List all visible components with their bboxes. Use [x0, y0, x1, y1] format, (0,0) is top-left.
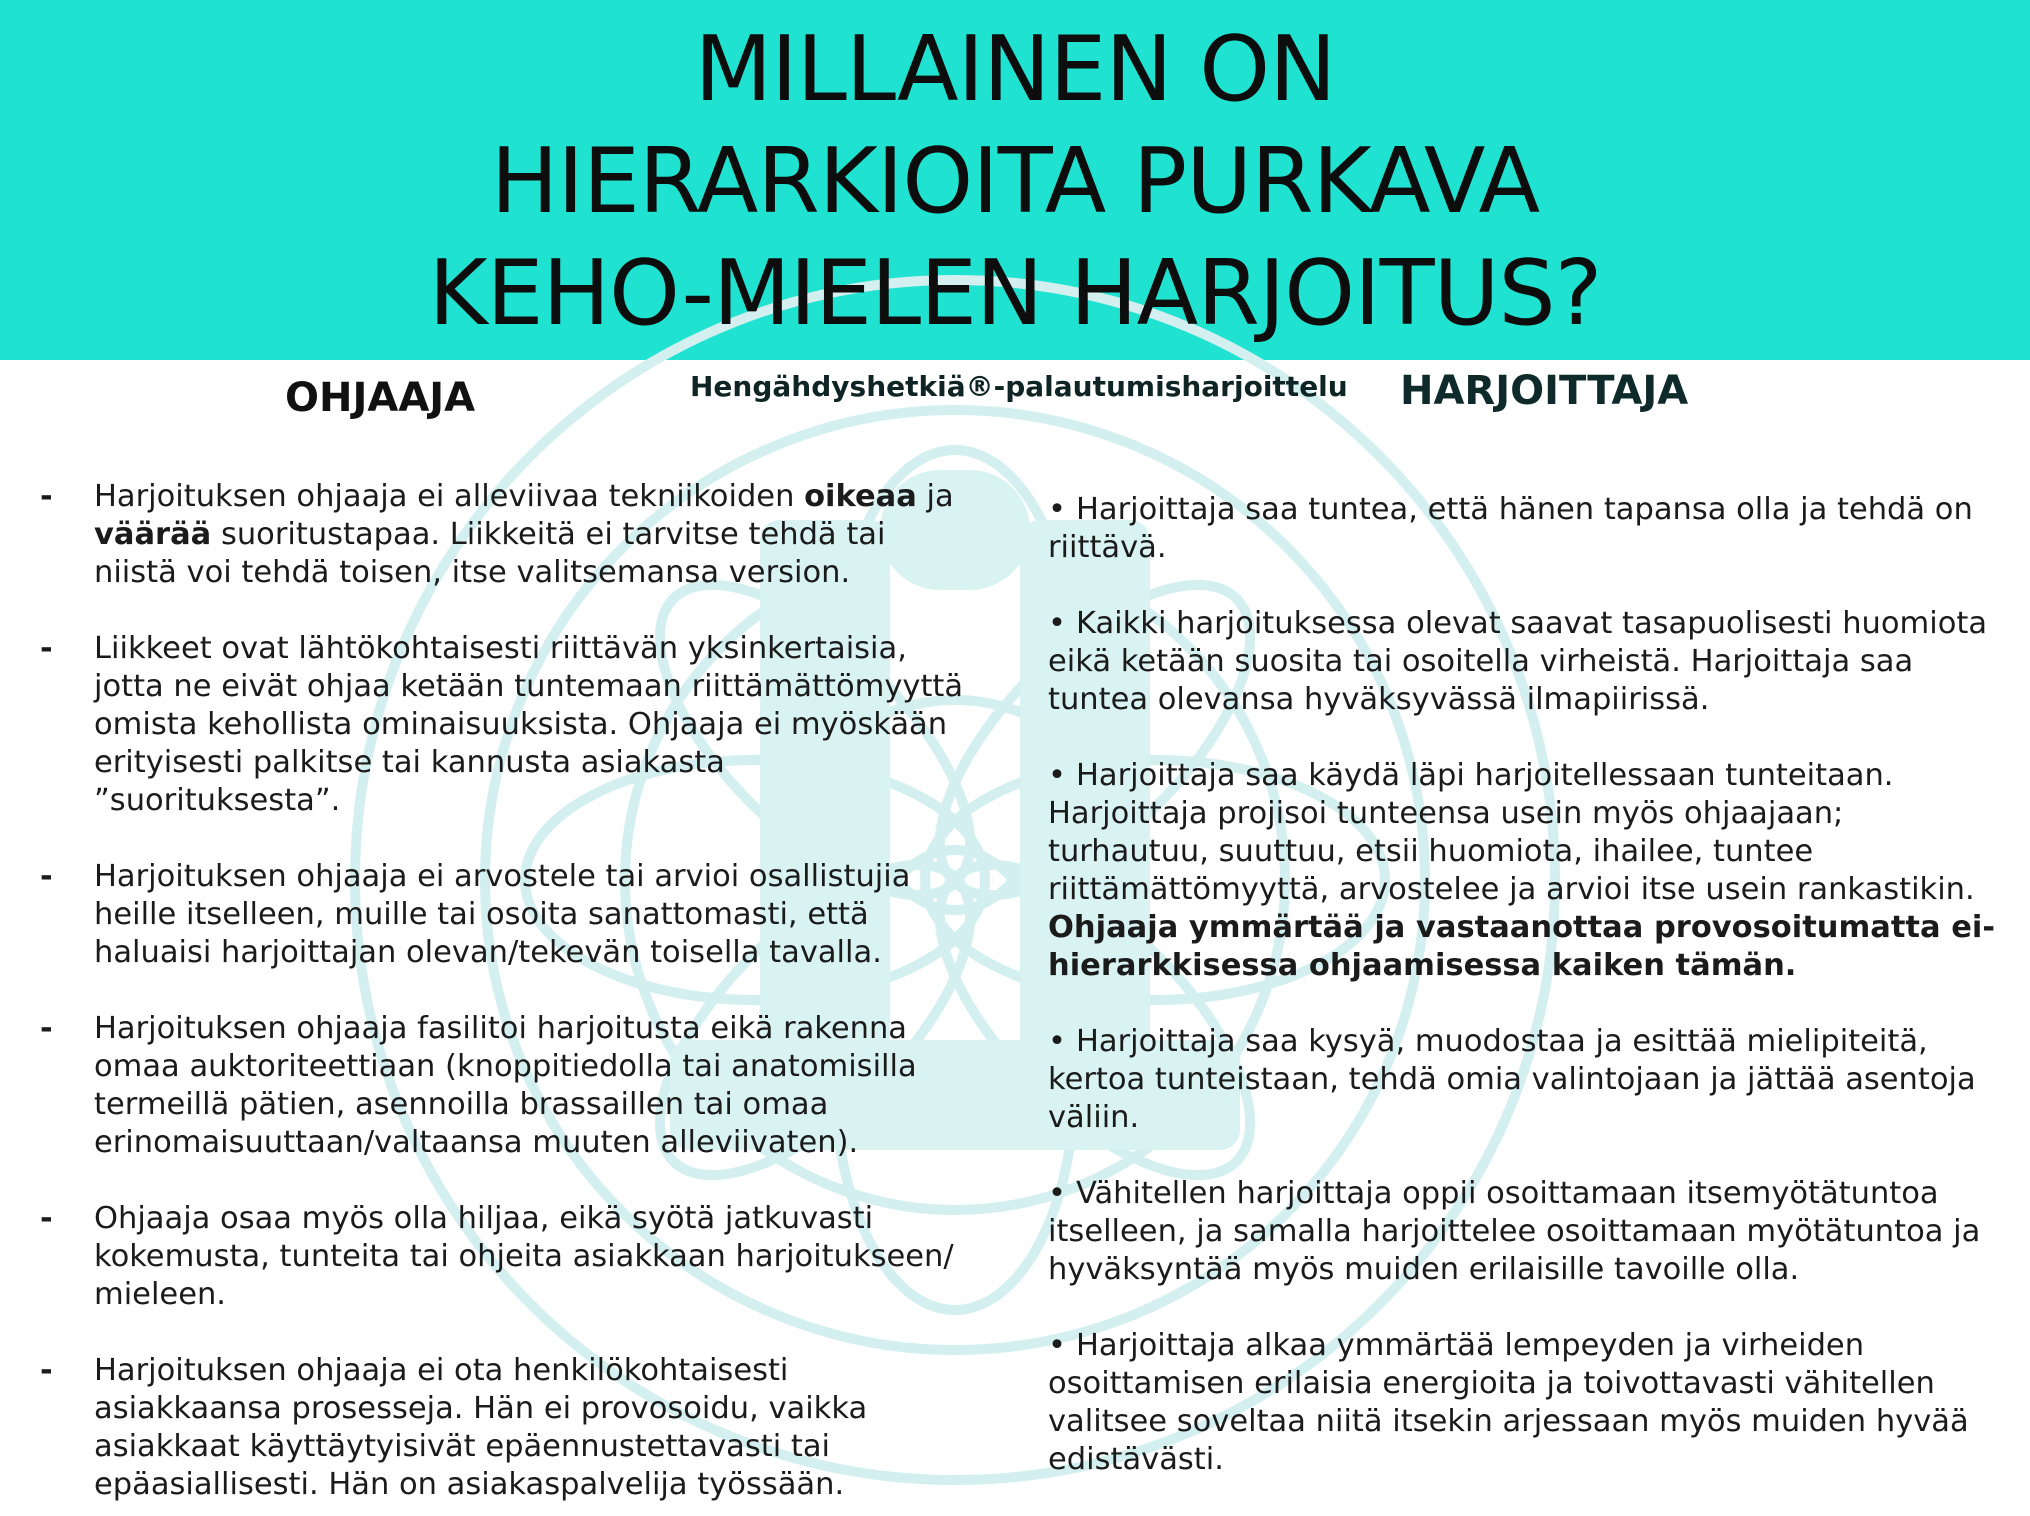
- bullet-marker: •: [1048, 1023, 1066, 1059]
- list-item: [1048, 605, 1998, 719]
- list-item: [1048, 1175, 1998, 1289]
- list-item: [40, 478, 970, 592]
- harjoittaja-heading: HARJOITTAJA: [1400, 368, 1689, 414]
- list-item: [40, 1200, 970, 1314]
- dash-marker: -: [40, 1201, 53, 1236]
- ohjaaja-list: [40, 478, 970, 1516]
- bullet-marker: •: [1048, 605, 1066, 641]
- emphasis-oikeaa: oikeaa: [804, 479, 917, 514]
- item-text: Harjoituksen ohjaaja ei ota henkilökohtaisesti asiakkaansa prosesseja. Hän ei provosoidu, vaikka asiakkaat käyttäytyisivät epäennustettavasti tai epäasiallisesti. Hän on asiakaspalvelija työssään.: [94, 1353, 868, 1502]
- list-item: [40, 858, 970, 972]
- ohjaaja-heading: OHJAAJA: [285, 375, 476, 421]
- item-text: ja: [916, 479, 954, 514]
- item-text: Harjoittaja saa kysyä, muodostaa ja esittää mielipiteitä, kertoa tunteistaan, tehdä omia valintojaan ja jättää asentoja väliin.: [1048, 1023, 1976, 1135]
- bullet-marker: •: [1048, 1175, 1066, 1211]
- harjoittaja-list: [1048, 460, 1998, 1516]
- item-text: Vähitellen harjoittaja oppii osoittamaan itsemyötätuntoa itselleen, ja samalla harjoittelee osoittamaan myötätuntoa ja hyväksyntää myös muiden erilaisille tavoille olla.: [1048, 1175, 1981, 1287]
- list-item: [1048, 491, 1998, 567]
- item-text: Harjoittaja saa käydä läpi harjoitellessaan tunteitaan. Harjoittaja projisoi tunteensa usein myös ohjaajaan; turhautuu, suuttuu, etsii huomiota, ihailee, tuntee riittämättömyyttä, arvostelee ja arvioi itse usein rankastikin.: [1048, 757, 1975, 907]
- list-item: [40, 1352, 970, 1504]
- item-text: Harjoittaja alkaa ymmärtää lempeyden ja virheiden osoittamisen erilaisia energioita ja toivottavasti vähitellen valitsee soveltaa niitä itsekin arjessaan myös muiden hyvää edistävästi.: [1048, 1327, 1969, 1477]
- list-item: [40, 1010, 970, 1162]
- item-text: Liikkeet ovat lähtökohtaisesti riittävän yksinkertaisia, jotta ne eivät ohjaa ketään tuntemaan riittämättömyyttä omista kehollista ominaisuuksista. Ohjaaja ei myöskään erityisesti palkitse tai kannusta asiakasta ”suorituksesta”.: [94, 631, 964, 818]
- page-title: [0, 14, 2030, 350]
- emphasis-vaaraa: väärää: [94, 517, 212, 552]
- list-item: [40, 630, 970, 820]
- dash-marker: -: [40, 1011, 53, 1046]
- program-subtitle: Hengähdyshetkiä®-palautumisharjoittelu: [690, 370, 1348, 403]
- title-line-1: MILLAINEN ON: [694, 17, 1336, 122]
- item-text: Harjoituksen ohjaaja ei alleviivaa tekniikoiden: [94, 479, 805, 514]
- item-text: Harjoittaja saa tuntea, että hänen tapansa olla ja tehdä on riittävä.: [1048, 491, 1973, 565]
- item-text: suoritustapaa. Liikkeitä ei tarvitse tehdä tai niistä voi tehdä toisen, itse valitsemansa version.: [94, 517, 886, 590]
- item-text: Ohjaaja osaa myös olla hiljaa, eikä syötä jatkuvasti kokemusta, tunteita tai ohjeita asiakkaan harjoitukseen/ mieleen.: [94, 1201, 954, 1312]
- dash-marker: -: [40, 1353, 53, 1388]
- title-line-3: KEHO-MIELEN HARJOITUS?: [428, 241, 1602, 346]
- bullet-marker: •: [1048, 1327, 1066, 1363]
- dash-marker: -: [40, 859, 53, 894]
- item-text: Kaikki harjoituksessa olevat saavat tasapuolisesti huomiota eikä ketään suosita tai osoitella virheistä. Harjoittaja saa tuntea olevansa hyväksyvässä ilmapiirissä.: [1048, 605, 1988, 717]
- dash-marker: -: [40, 479, 53, 514]
- item-emphasis: Ohjaaja ymmärtää ja vastaanottaa provosoitumatta ei-hierarkkisessa ohjaamisessa kaiken tämän.: [1048, 909, 1996, 983]
- bullet-marker: •: [1048, 491, 1066, 527]
- title-line-2: HIERARKIOITA PURKAVA: [490, 129, 1540, 234]
- list-item: [1048, 1023, 1998, 1137]
- item-text: Harjoituksen ohjaaja ei arvostele tai arvioi osallistujia heille itselleen, muille tai osoita sanattomasti, että haluaisi harjoittajan olevan/tekevän toisella tavalla.: [94, 859, 911, 970]
- list-item: [1048, 757, 1998, 985]
- dash-marker: -: [40, 631, 53, 666]
- list-item: [1048, 1327, 1998, 1479]
- bullet-marker: •: [1048, 757, 1066, 793]
- item-text: Harjoituksen ohjaaja fasilitoi harjoitusta eikä rakenna omaa auktoriteettiaan (knoppitiedolla tai anatomisilla termeillä pätien, asennoilla brassaillen tai omaa erinomaisuuttaan/valtaansa muuten alleviivaten).: [94, 1011, 917, 1160]
